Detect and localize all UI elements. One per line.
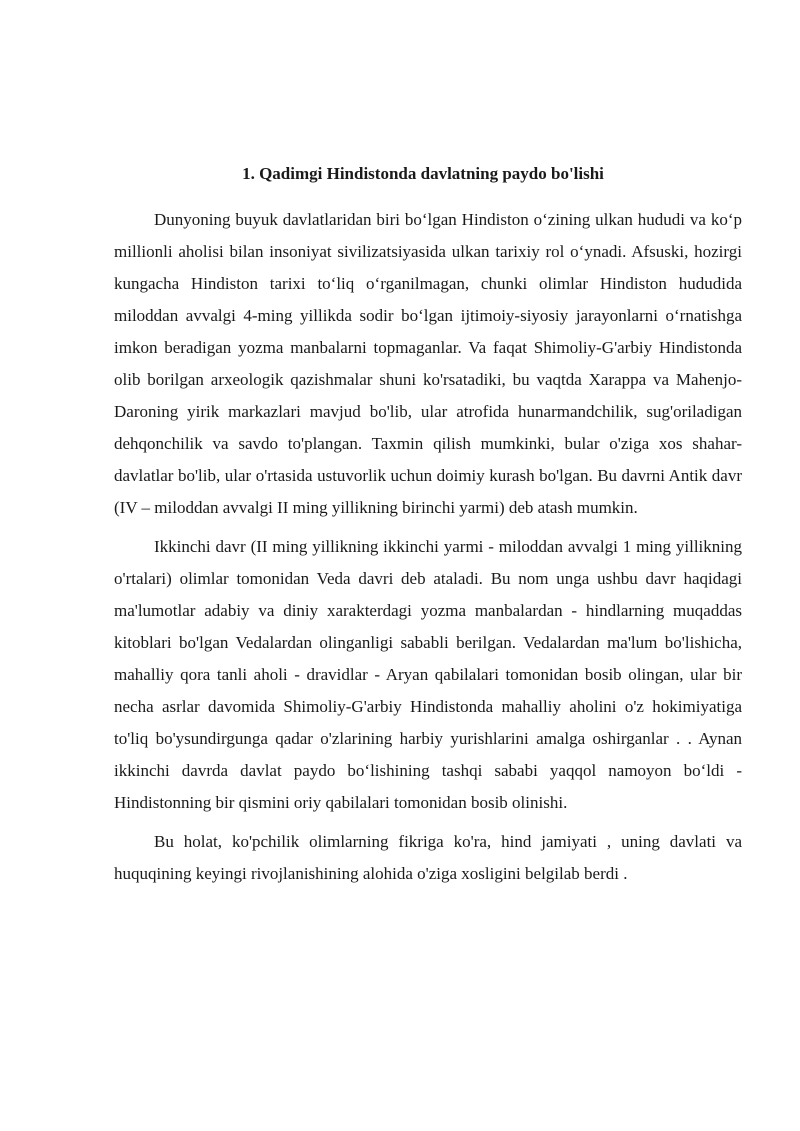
paragraph-2: Ikkinchi davr (II ming yillikning ikkinchi yarmi - miloddan avvalgi 1 ming yillikning o'rtalari) olimlar tomonidan Veda davri deb ataladi. Bu nom unga ushbu davr haqidagi ma'lumotlar adabiy va diniy xarakterdagi yozma manbalardan - hindlarning muqaddas kitoblari bo'lgan Vedalardan olinganligi sababli berilgan. Vedalardan ma'lum bo'lishicha, mahalliy qora tanli aholi - dravidlar - Aryan qabilalari tomonidan bosib olingan, ular bir necha asrlar davomida Shimoliy-G'arbiy Hindistonda mahalliy aholini o'z hokimiyatiga to'liq bo'ysundirgunga qadar o'zlarining harbiy yurishlarini amalga oshirganlar . . Aynan ikkinchi davrda davlat paydo bo‘lishining tashqi sababi yaqqol namoyon bo‘ldi - Hindistonning bir qismini oriy qabilalari tomonidan bosib olinishi. [114,537,742,812]
document-body [114,204,742,890]
page-title: 1. Qadimgi Hindistonda davlatning paydo bo'lishi [242,164,604,183]
paragraph-1: Dunyoning buyuk davlatlaridan biri bo‘lgan Hindiston o‘zining ulkan hududi va ko‘p millionli aholisi bilan insoniyat sivilizatsiyasida ulkan tarixiy rol o‘ynadi. Afsuski, hozirgi kungacha Hindiston tarixi to‘liq o‘rganilmagan, chunki olimlar Hindiston hududida miloddan avvalgi 4-ming yillikda sodir bo‘lgan ijtimoiy-siyosiy jarayonlarni o‘rnatishga imkon beradigan yozma manbalarni topmaganlar. Va faqat Shimoliy-G'arbiy Hindistonda olib borilgan arxeologik qazishmalar shuni ko'rsatadiki, bu vaqtda Xarappa va Mahenjo-Daroning yirik markazlari mavjud bo'lib, ular atrofida hunarmandchilik, sug'oriladigan dehqonchilik va savdo to'plangan. Taxmin qilish mumkinki, bular o'ziga xos shahar-davlatlar bo'lib, ular o'rtasida ustuvorlik uchun doimiy kurash bo'lgan. Bu davrni Antik davr (IV – miloddan avvalgi II ming yillikning birinchi yarmi) deb atash mumkin. [114,210,742,517]
paragraph-3: Bu holat, ko'pchilik olimlarning fikriga ko'ra, hind jamiyati , uning davlati va huquqining keyingi rivojlanishining alohida o'ziga xosligini belgilab berdi . [114,832,742,883]
